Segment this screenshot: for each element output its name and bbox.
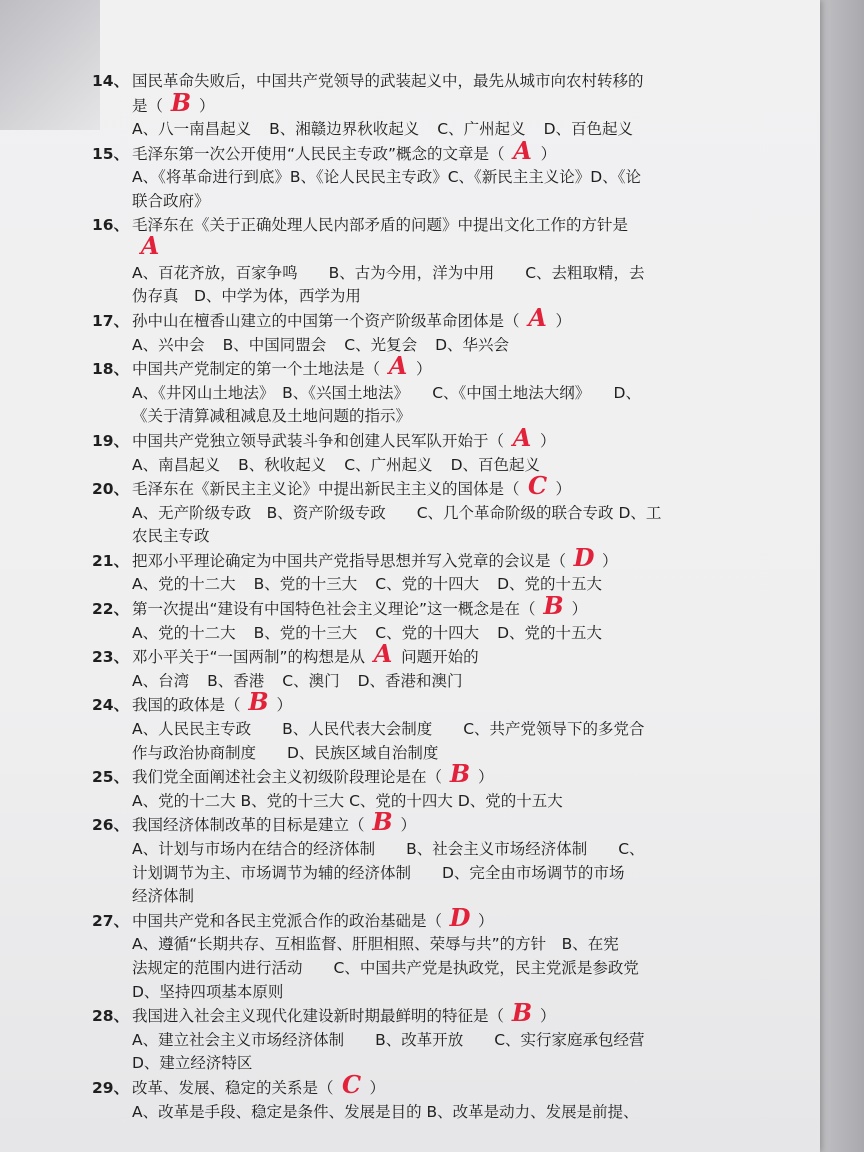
option: D、党的十五大 bbox=[497, 623, 603, 642]
option: D、香港和澳门 bbox=[357, 671, 463, 690]
question-number: 19、 bbox=[92, 431, 130, 450]
question-number: 21、 bbox=[92, 551, 130, 570]
handwritten-answer: A bbox=[512, 422, 532, 452]
question-27: 27、 中国共产党和各民主党派合作的政治基础是（ D ） A、遵循“长期共存、互相监督、肝胆相照、荣辱与共”的方针 B、在宪 法规定的范围内进行活动 C、中国共产党是执政党，民主党派是参政党 D、坚持四项基本原则 bbox=[92, 909, 752, 1004]
options-text: D、坚持四项基本原则 bbox=[132, 982, 284, 1001]
question-stem: 中国共产党制定的第一个土地法是（ bbox=[132, 360, 381, 379]
options-row bbox=[92, 454, 752, 478]
options-text: 伪存真 D、中学为体，西学为用 bbox=[132, 287, 361, 306]
question-17: 17、 孙中山在檀香山建立的中国第一个资产阶级革命团体是（ A ） A、兴中会 B、中国同盟会 C、光复会 D、华兴会 bbox=[92, 309, 752, 357]
question-stem: 我们党全面阐述社会主义初级阶段理论是在（ bbox=[132, 768, 443, 787]
option: A、台湾 bbox=[132, 671, 190, 690]
options-row bbox=[92, 622, 752, 646]
question-stem: 我国进入社会主义现代化建设新时期最鲜明的特征是（ bbox=[132, 1007, 505, 1026]
handwritten-answer: B bbox=[372, 807, 393, 837]
question-21: 21、 把邓小平理论确定为中国共产党指导思想并写入党章的会议是（ D ） A、党的十二大 B、党的十三大 C、党的十四大 D、党的十五大 bbox=[92, 549, 752, 597]
options-text: A、建立社会主义市场经济体制 B、改革开放 C、实行家庭承包经营 bbox=[132, 1030, 645, 1049]
option: C、光复会 bbox=[344, 335, 418, 354]
options-row bbox=[92, 670, 752, 694]
question-number: 18、 bbox=[92, 360, 130, 379]
option: B、党的十三大 bbox=[253, 623, 358, 642]
options-text: D、建立经济特区 bbox=[132, 1054, 253, 1073]
question-18: 18、 中国共产党制定的第一个土地法是（ A ） A、《井冈山土地法》 B、《兴国土地法》 C、《中国土地法大纲》 D、 《关于清算减租减息及土地问题的指示》 bbox=[92, 357, 752, 429]
options-row bbox=[92, 334, 752, 358]
options-text: A、计划与市场内在结合的经济体制 B、社会主义市场经济体制 C、 bbox=[132, 840, 645, 858]
option: D、华兴会 bbox=[435, 335, 510, 354]
handwritten-answer: B bbox=[543, 591, 564, 621]
question-19: 19、 中国共产党独立领导武装斗争和创建人民军队开始于（ A ） A、南昌起义 B、秋收起义 C、广州起义 D、百色起义 bbox=[92, 429, 752, 477]
handwritten-answer: A bbox=[388, 351, 408, 381]
options-text: 农民主专政 bbox=[132, 527, 210, 546]
options-text: A、人民民主专政 B、人民代表大会制度 C、共产党领导下的多党合 bbox=[132, 720, 645, 739]
handwritten-answer: B bbox=[449, 759, 471, 789]
options-row bbox=[92, 118, 752, 142]
question-number: 22、 bbox=[92, 600, 130, 619]
question-stem: 毛泽东第一次公开使用“人民民主专政”概念的文章是（ bbox=[132, 144, 505, 163]
question-25: 25、 我们党全面阐述社会主义初级阶段理论是在（ B ） A、党的十二大 B、党的十三大 C、党的十四大 D、党的十五大 bbox=[92, 765, 752, 813]
question-stem: 毛泽东在《关于正确处理人民内部矛盾的问题》中提出文化工作的方针是 bbox=[132, 215, 629, 234]
option: A、兴中会 bbox=[132, 335, 205, 354]
handwritten-answer: B bbox=[511, 998, 533, 1028]
question-15: 15、 毛泽东第一次公开使用“人民民主专政”概念的文章是（ A ） A、《将革命进行到底》B、《论人民民主专政》C、《新民主主义论》D、《论 联合政府》 bbox=[92, 142, 752, 214]
question-stem: 把邓小平理论确定为中国共产党指导思想并写入党章的会议是（ bbox=[132, 551, 567, 570]
options-text: A、遵循“长期共存、互相监督、肝胆相照、荣辱与共”的方针 B、在宪 bbox=[132, 935, 619, 954]
handwritten-answer: D bbox=[573, 542, 595, 572]
question-stem: 我国经济体制改革的目标是建立（ bbox=[132, 816, 365, 835]
paper-corner-shadow bbox=[0, 0, 100, 130]
option: A、南昌起义 bbox=[132, 455, 221, 474]
question-28: 28、 我国进入社会主义现代化建设新时期最鲜明的特征是（ B ） A、建立社会主义市场经济体制 B、改革开放 C、实行家庭承包经营 D、建立经济特区 bbox=[92, 1004, 752, 1076]
question-stem: 我国的政体是（ bbox=[132, 696, 241, 715]
question-number: 28、 bbox=[92, 1007, 130, 1026]
question-stem: 毛泽东在《新民主主义论》中提出新民主主义的国体是（ bbox=[132, 480, 520, 499]
option: A、党的十二大 bbox=[132, 623, 236, 642]
option: B、党的十三大 bbox=[253, 575, 358, 594]
question-number: 24、 bbox=[92, 696, 130, 715]
options-text: 联合政府》 bbox=[132, 191, 210, 210]
question-stem: 邓小平关于“一国两制”的构想是从 bbox=[132, 648, 366, 667]
question-number: 29、 bbox=[92, 1078, 130, 1097]
question-number: 26、 bbox=[92, 816, 130, 835]
option: A、党的十二大 bbox=[132, 575, 236, 594]
option: C、党的十四大 bbox=[375, 623, 480, 642]
option: C、广州起义 bbox=[437, 120, 526, 139]
option: C、广州起义 bbox=[344, 455, 433, 474]
question-number: 23、 bbox=[92, 648, 130, 667]
handwritten-answer: A bbox=[373, 639, 393, 669]
option: B、秋收起义 bbox=[238, 455, 327, 474]
option: B、湘赣边界秋收起义 bbox=[269, 120, 420, 139]
options-text: A、《井冈山土地法》 B、《兴国土地法》 C、《中国土地法大纲》 D、 bbox=[132, 383, 641, 402]
options-text: A、《将革命进行到底》B、《论人民民主专政》C、《新民主主义论》D、《论 bbox=[132, 168, 641, 187]
exam-content bbox=[92, 70, 752, 1124]
options-text: 《关于清算减租减息及土地问题的指示》 bbox=[132, 407, 412, 426]
question-23: 23、 邓小平关于“一国两制”的构想是从 A 问题开始的 A、台湾 B、香港 C、澳门 D、香港和澳门 bbox=[92, 645, 752, 693]
question-stem: 改革、发展、稳定的关系是（ bbox=[132, 1078, 334, 1097]
options-text: A、百花齐放，百家争鸣 B、古为今用，洋为中用 C、去粗取精，去 bbox=[132, 263, 645, 282]
question-26: 26、 我国经济体制改革的目标是建立（ B ） A、计划与市场内在结合的经济体制 B、社会主义市场经济体制 C、 计划调节为主、市场调节为辅的经济体制 D、完全由市场调节的市场 经济体制 bbox=[92, 813, 752, 908]
options-text: A、改革是手段、稳定是条件、发展是目的 B、改革是动力、发展是前提、 bbox=[132, 1102, 639, 1121]
options-text: 计划调节为主、市场调节为辅的经济体制 D、完全由市场调节的市场 bbox=[132, 863, 625, 882]
question-stem: 中国共产党和各民主党派合作的政治基础是（ bbox=[132, 911, 443, 930]
options-row bbox=[92, 573, 752, 597]
question-stem: 第一次提出“建设有中国特色社会主义理论”这一概念是在（ bbox=[132, 600, 536, 619]
question-number: 17、 bbox=[92, 311, 130, 330]
question-14: 14、 国民革命失败后，中国共产党领导的武装起义中，最先从城市向农村转移的 是（ B ） A、八一南昌起义 B、湘赣边界秋收起义 C、广州起义 D、百色起义 bbox=[92, 70, 752, 142]
question-stem: 中国共产党独立领导武装斗争和创建人民军队开始于（ bbox=[132, 431, 505, 450]
question-number: 25、 bbox=[92, 768, 130, 787]
question-16 bbox=[92, 214, 752, 309]
question-20: 20、 毛泽东在《新民主主义论》中提出新民主主义的国体是（ C ） A、无产阶级专政 B、资产阶级专政 C、几个革命阶级的联合专政 D、工 农民主专政 bbox=[92, 477, 752, 549]
handwritten-answer: A bbox=[513, 135, 532, 165]
option: D、百色起义 bbox=[543, 120, 634, 139]
question-24: 24、 我国的政体是（ B ） A、人民民主专政 B、人民代表大会制度 C、共产党领导下的多党合 作与政治协商制度 D、民族区域自治制度 bbox=[92, 693, 752, 765]
option: B、香港 bbox=[207, 671, 265, 690]
options-text: A、无产阶级专政 B、资产阶级专政 C、几个革命阶级的联合专政 D、工 bbox=[132, 503, 662, 522]
option: C、澳门 bbox=[282, 671, 340, 690]
handwritten-answer: B bbox=[248, 687, 269, 717]
option: C、党的十四大 bbox=[375, 575, 480, 594]
handwritten-answer: C bbox=[527, 471, 548, 501]
question-number: 20、 bbox=[92, 480, 130, 499]
options-text: 经济体制 bbox=[132, 887, 195, 906]
handwritten-answer: B bbox=[170, 87, 192, 117]
handwritten-answer: A bbox=[140, 231, 160, 261]
question-stem: 国民革命失败后，中国共产党领导的武装起义中，最先从城市向农村转移的 bbox=[132, 72, 644, 90]
question-29: 29、 改革、发展、稳定的关系是（ C ） A、改革是手段、稳定是条件、发展是目的 B、改革是动力、发展是前提、 bbox=[92, 1076, 752, 1124]
options-text: 作与政治协商制度 D、民族区域自治制度 bbox=[132, 743, 439, 762]
question-number: 14、 bbox=[92, 72, 130, 90]
question-stem: 孙中山在檀香山建立的中国第一个资产阶级革命团体是（ bbox=[132, 311, 520, 330]
question-number: 15、 bbox=[92, 144, 130, 163]
option: A、八一南昌起义 bbox=[132, 120, 252, 139]
option: D、党的十五大 bbox=[497, 575, 603, 594]
option: D、百色起义 bbox=[450, 455, 541, 474]
question-number: 16、 bbox=[92, 215, 130, 234]
handwritten-answer: D bbox=[449, 902, 471, 932]
question-number: 27、 bbox=[92, 911, 130, 930]
handwritten-answer: A bbox=[528, 302, 547, 332]
options-text: 法规定的范围内进行活动 C、中国共产党是执政党，民主党派是参政党 bbox=[132, 958, 639, 977]
option: B、中国同盟会 bbox=[222, 335, 327, 354]
question-22: 22、 第一次提出“建设有中国特色社会主义理论”这一概念是在（ B ） A、党的十二大 B、党的十三大 C、党的十四大 D、党的十五大 bbox=[92, 597, 752, 645]
handwritten-answer: C bbox=[341, 1069, 362, 1099]
options-text: A、党的十二大 B、党的十三大 C、党的十四大 D、党的十五大 bbox=[132, 791, 563, 810]
